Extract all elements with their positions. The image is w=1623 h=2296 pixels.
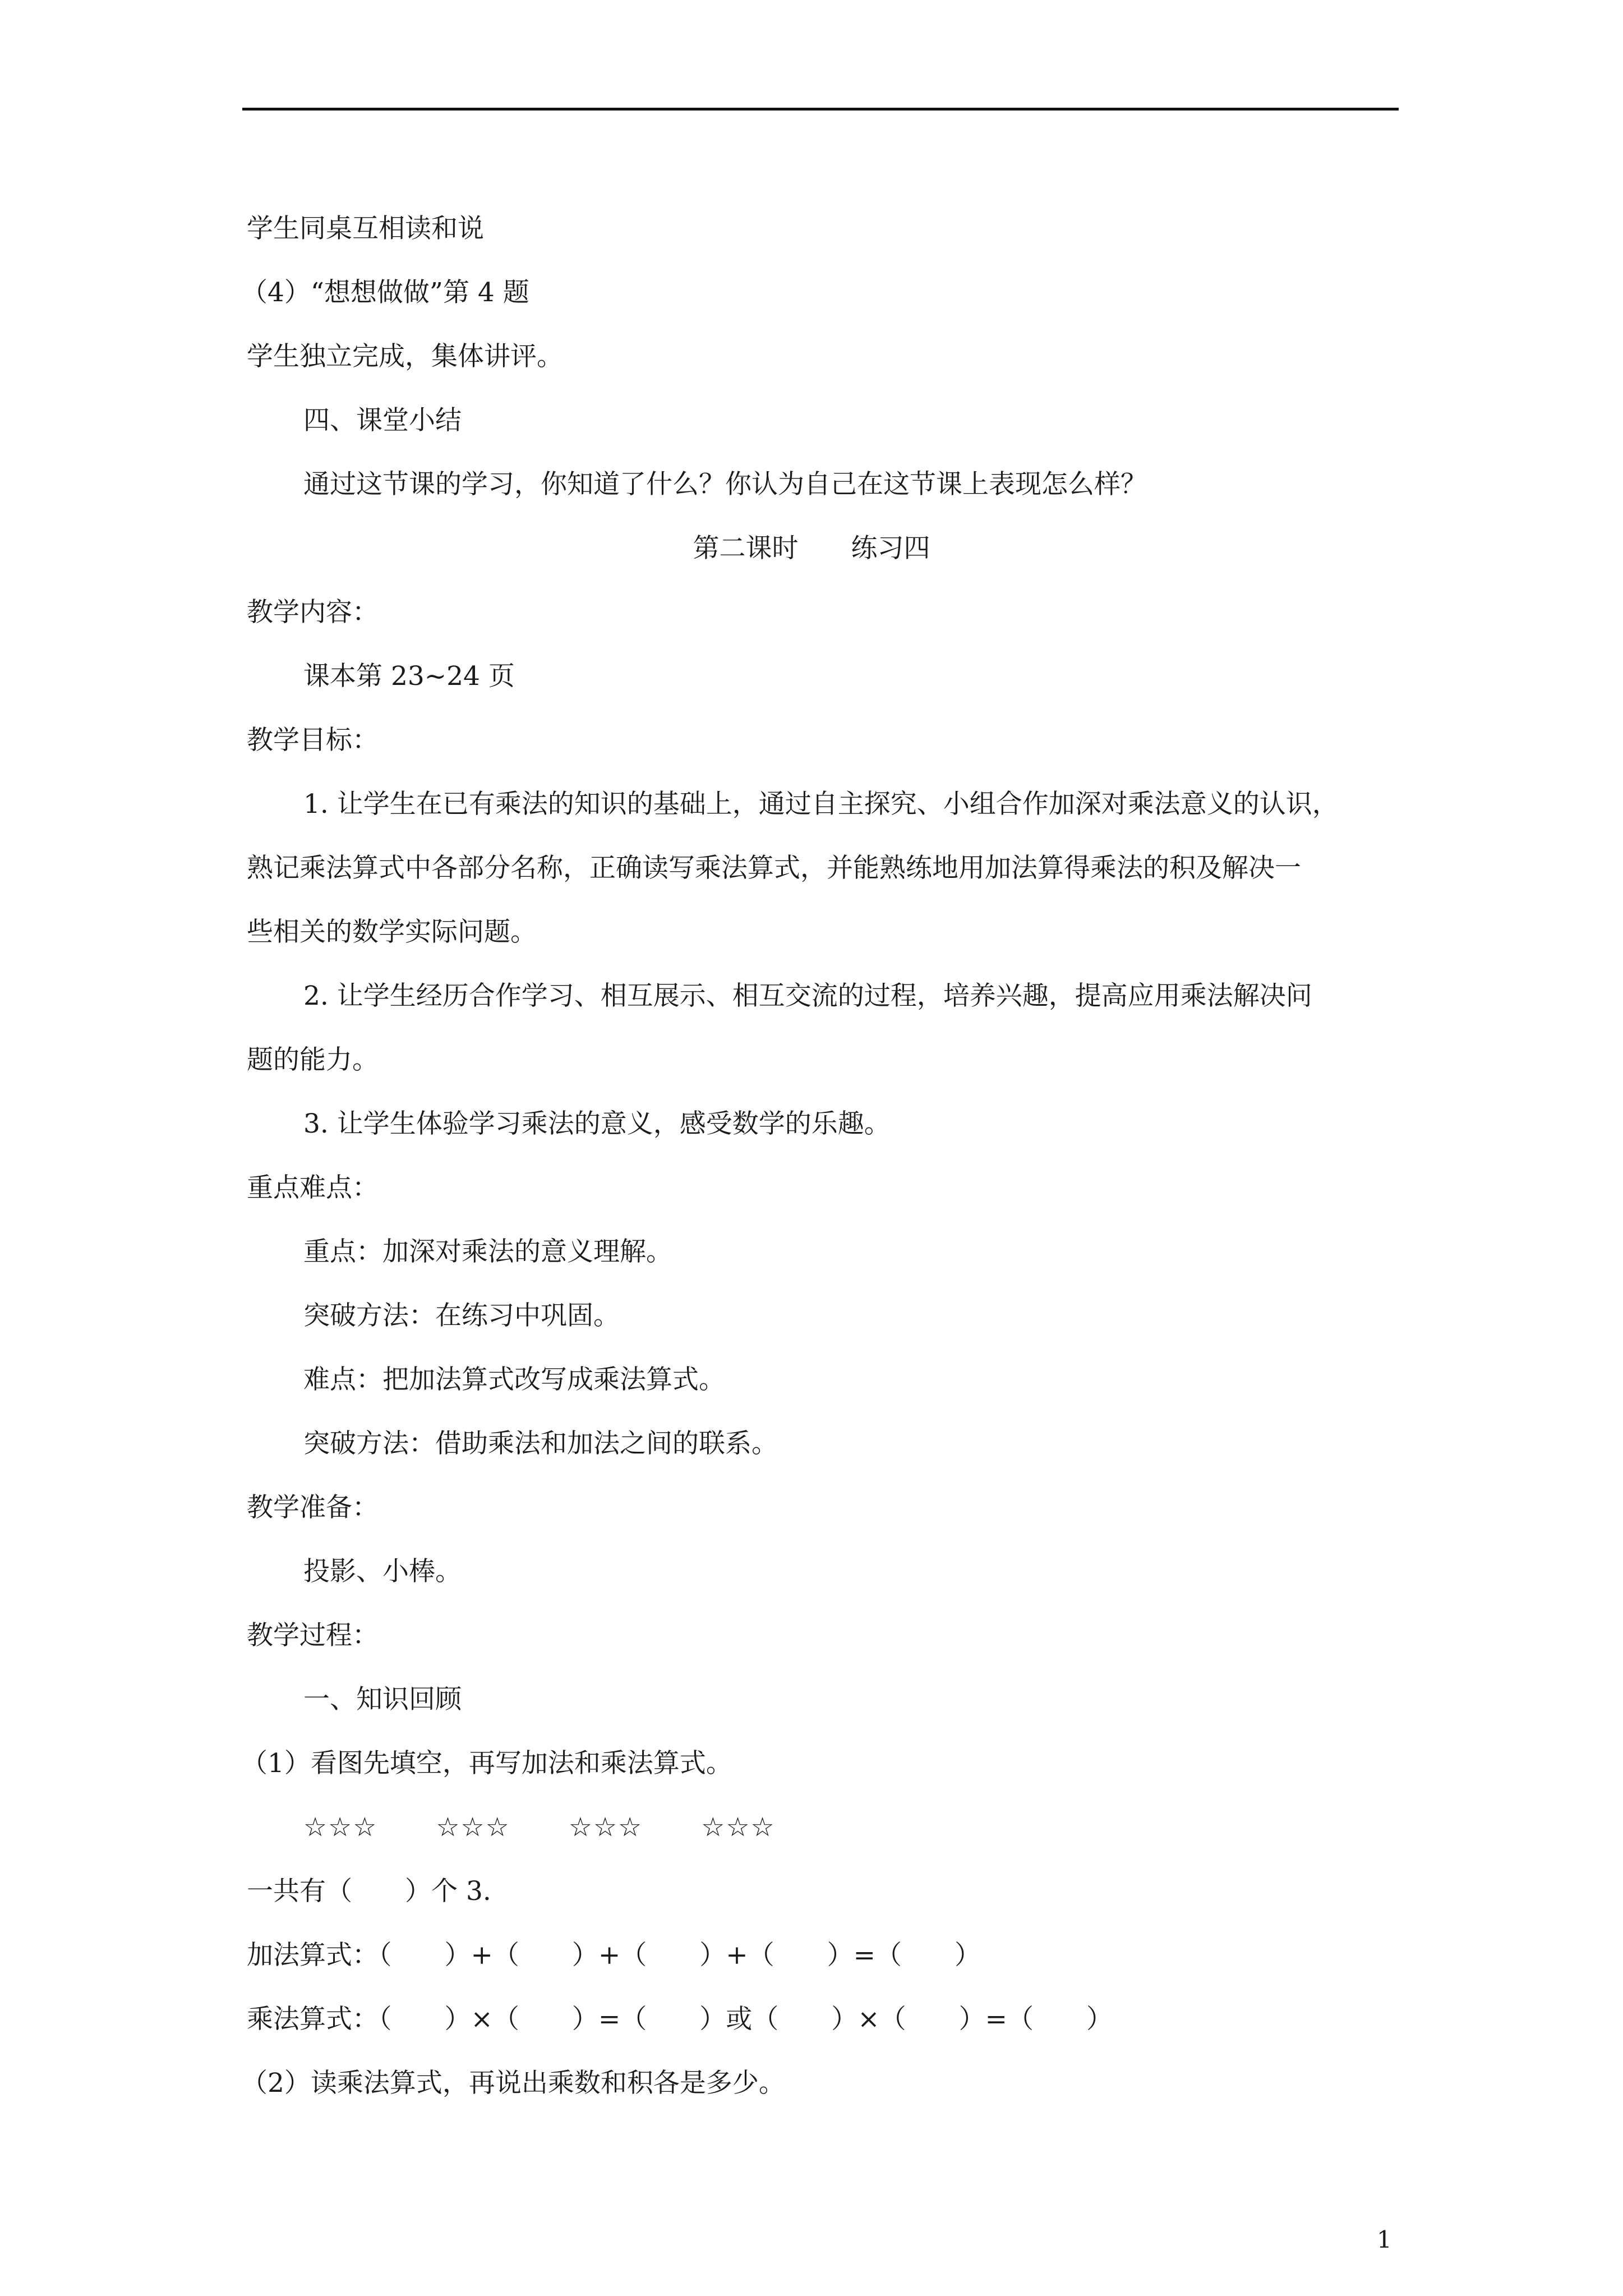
text-line: 投影、小棒。 — [303, 1556, 462, 1587]
star-group: ☆☆☆ — [436, 1812, 510, 1843]
text-line: （1）看图先填空，再写加法和乘法算式。 — [241, 1748, 732, 1779]
text-line: 突破方法：借助乘法和加法之间的联系。 — [303, 1428, 778, 1459]
text-line: 题的能力。 — [247, 1045, 379, 1075]
section-label: 教学过程： — [247, 1620, 379, 1651]
text-line: （2）读乘法算式，再说出乘数和积各是多少。 — [241, 2068, 785, 2099]
multiplication-formula-line: 乘法算式：（ ）×（ ）=（ ）或（ ）×（ ）=（ ） — [247, 2004, 1113, 2035]
star-group: ☆☆☆ — [303, 1812, 378, 1843]
text-line: 2. 让学生经历合作学习、相互展示、相互交流的过程，培养兴趣，提高应用乘法解决问 — [303, 981, 1312, 1011]
text-line: 课本第 23~24 页 — [303, 661, 515, 692]
addition-formula-line: 加法算式：（ ）+（ ）+（ ）+（ ）=（ ） — [247, 1940, 981, 1971]
text-line: 通过这节课的学习，你知道了什么？你认为自己在这节课上表现怎么样？ — [303, 469, 1147, 500]
section-label: 教学准备： — [247, 1492, 379, 1523]
text-line: 3. 让学生体验学习乘法的意义，感受数学的乐趣。 — [303, 1108, 891, 1139]
text-line: （4）“想想做做”第 4 题 — [241, 277, 529, 308]
section-label: 教学目标： — [247, 725, 379, 756]
text-line: 学生同桌互相读和说 — [247, 213, 484, 244]
text-line: 1. 让学生在已有乘法的知识的基础上，通过自主探究、小组合作加深对乘法意义的认识， — [303, 789, 1339, 820]
header-rule — [242, 108, 1399, 111]
text-line: 些相关的数学实际问题。 — [247, 917, 537, 947]
text-line: 学生独立完成，集体讲评。 — [247, 341, 563, 372]
page-number: 1 — [1377, 2226, 1392, 2253]
star-groups — [303, 1811, 834, 1844]
section-label: 重点难点： — [247, 1172, 379, 1203]
lesson-title: 第二课时 练习四 — [693, 533, 930, 564]
text-line: 重点：加深对乘法的意义理解。 — [303, 1236, 672, 1267]
text-line: 熟记乘法算式中各部分名称，正确读写乘法算式，并能熟练地用加法算得乘法的积及解决一 — [247, 853, 1301, 884]
star-group: ☆☆☆ — [701, 1812, 776, 1843]
fill-blank-line: 一共有（ ）个 3. — [247, 1876, 491, 1907]
section-heading: 一、知识回顾 — [303, 1684, 462, 1715]
star-group: ☆☆☆ — [568, 1812, 643, 1843]
text-line: 难点：把加法算式改写成乘法算式。 — [303, 1364, 725, 1395]
text-line: 突破方法：在练习中巩固。 — [303, 1300, 620, 1331]
section-heading: 四、课堂小结 — [303, 405, 462, 436]
section-label: 教学内容： — [247, 597, 379, 628]
